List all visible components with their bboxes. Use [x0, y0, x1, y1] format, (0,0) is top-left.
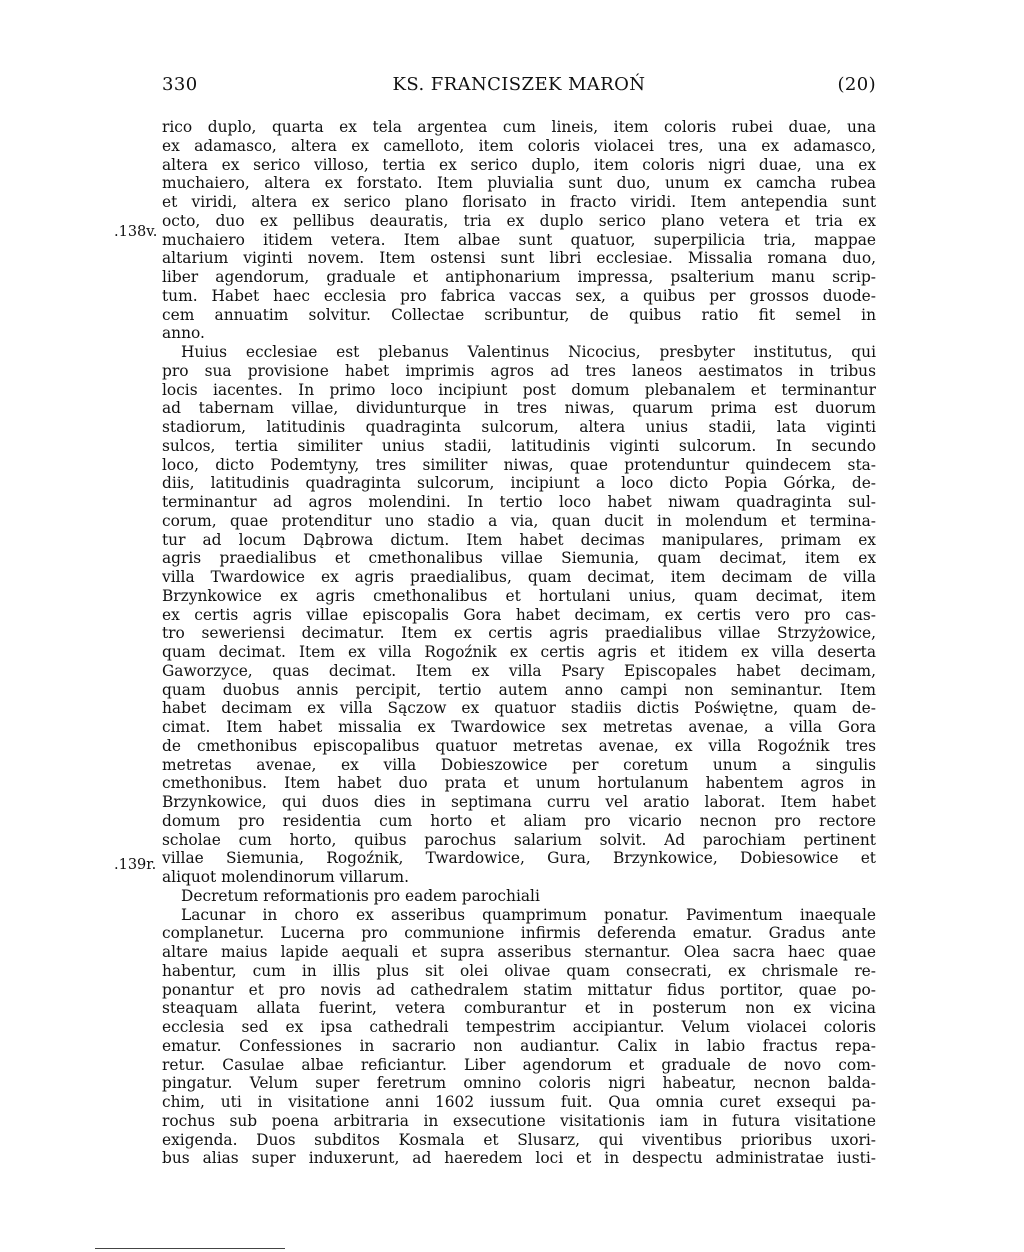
text-line: scholae cum horto, quibus parochus salarium solvit. Ad parochiam pertinent	[162, 830, 876, 849]
section-number: (20)	[837, 74, 876, 95]
text-line: octo, duo ex pellibus deauratis, tria ex duplo serico plano vetera et tria ex	[162, 211, 876, 230]
text-line: corum, quae protenditur uno stadio a via, quan ducit in molendum et termina-	[162, 511, 876, 530]
text-line: tro seweriensi decimatur. Item ex certis agris praedialibus villae Strzyżowice,	[162, 624, 876, 643]
text-line: muchaiero itidem vetera. Item albae sunt quatuor, superpilicia tria, mappae	[162, 230, 876, 249]
text-line: retur. Casulae albae reficiantur. Liber agendorum et graduale de novo com-	[162, 1055, 876, 1074]
text-line: stadiorum, latitudinis quadraginta sulcorum, altera unius stadii, lata viginti	[162, 418, 876, 436]
text-line: diis, latitudinis quadraginta sulcorum, incipiunt a loco dicto Popia Górka, de-	[162, 474, 876, 493]
running-head: KS. FRANCISZEK MAROŃ	[392, 74, 646, 95]
text-line: locis iacentes. In primo loco incipiunt post domum plebanalem et terminantur	[162, 380, 876, 399]
text-line: ex adamasco, altera ex camelloto, item coloris violacei tres, una ex adamasco,	[162, 136, 876, 155]
text-line	[162, 1168, 876, 1187]
text-line: aliquot molendinorum villarum.	[162, 868, 410, 886]
text-line: Huius ecclesiae est plebanus Valentinus Nicocius, presbyter institutus, qui	[181, 343, 876, 361]
text-line: ecclesia sed ex ipsa cathedrali tempestrim accipiantur. Velum violacei coloris	[162, 1018, 876, 1036]
text-line: ad tabernam villae, dividunturque in tres niwas, quarum prima est duorum	[162, 399, 876, 418]
text-line: loco, dicto Podemtyny, tres similiter niwas, quae protenduntur quindecem sta-	[162, 455, 876, 474]
section-heading: Decretum reformationis pro eadem parochiali	[181, 886, 540, 905]
text-line: ematur. Confessiones in sacrario non audiantur. Calix in labio fractus repa-	[162, 1036, 876, 1055]
text-line: villae Siemunia, Rogoźnik, Twardowice, Gura, Brzynkowice, Dobiesowice et	[162, 849, 876, 868]
text-line: cimat. Item habet missalia ex Twardowice sex metretas avenae, a villa Gora	[162, 718, 876, 736]
text-line: sulcos, tertia similiter unius stadii, latitudinis viginti sulcorum. In secundo	[162, 436, 876, 455]
text-line: Lacunar in choro ex asseribus quamprimum ponatur. Pavimentum inaequale	[181, 905, 876, 924]
text-line: rochus sub poena arbitraria in exsecutione visitationis iam in futura visitatione	[162, 1111, 876, 1130]
text-line: altera ex serico villoso, tertia ex serico duplo, item coloris nigri duae, una ex	[162, 155, 876, 174]
footnote-rule	[95, 1248, 285, 1249]
text-line: Brzynkowice ex agris cmethonalibus et hortulani unius, quam decimat, item	[162, 586, 876, 605]
text-line: cem annuatim solvitur. Collectae scribuntur, de quibus ratio fit semel in	[162, 305, 876, 324]
text-line: et viridi, altera ex serico plano florisato in fracto viridi. Item antependia sunt	[162, 193, 876, 211]
page-header	[162, 74, 876, 100]
text-line: de cmethonibus episcopalibus quatuor metretas avenae, ex villa Rogoźnik tres	[162, 736, 876, 755]
text-line: chim, uti in visitatione anni 1602 iussum fuit. Qua omnia curet exsequi pa-	[162, 1093, 876, 1111]
text-line: steaquam allata fuerint, vetera comburantur et in posterum non ex vicina	[162, 999, 876, 1018]
text-line: Gaworzyce, quas decimat. Item ex villa Psary Episcopales habet decimam,	[162, 661, 876, 680]
text-line: complanetur. Lucerna pro communione infirmis deferenda ematur. Gradus ante	[162, 924, 876, 943]
text-line: agris praedialibus et cmethonalibus villae Siemunia, quam decimat, item ex	[162, 549, 876, 568]
text-line: habentur, cum in illis plus sit olei olivae quam consecrati, ex chrismale re-	[162, 961, 876, 980]
text-line: bus alias super induxerunt, ad haeredem loci et in despectu administratae iusti-	[162, 1149, 876, 1168]
text-line: muchaiero, altera ex forstato. Item pluvialia sunt duo, unum ex camcha rubea	[162, 174, 876, 193]
text-line: ex certis agris villae episcopalis Gora habet decimam, ex certis vero pro cas-	[162, 605, 876, 624]
body-text	[162, 118, 876, 1187]
text-line: domum pro residentia cum horto et aliam pro vicario necnon pro rectore	[162, 811, 876, 830]
text-line: quam duobus annis percipit, tertio autem anno campi non seminantur. Item	[162, 680, 876, 699]
page-number: 330	[162, 74, 198, 95]
text-line: tum. Habet haec ecclesia pro fabrica vaccas sex, a quibus per grossos duode-	[162, 286, 876, 305]
text-line: pro sua provisione habet imprimis agros ad tres laneos aestimatos in tribus	[162, 361, 876, 380]
text-line: liber agendorum, graduale et antiphonarium impressa, psalterium manu scrip-	[162, 268, 876, 286]
text-line: metretas avenae, ex villa Dobieszowice per coretum unum a singulis	[162, 755, 876, 774]
margin-folio-note: .139r.	[114, 857, 157, 873]
text-line: habet decimam ex villa Sączow ex quatuor stadiis dictis Poświętne, quam de-	[162, 699, 876, 718]
text-line: villa Twardowice ex agris praedialibus, quam decimat, item decimam de villa	[162, 568, 876, 586]
text-line: altare maius lapide aequali et supra asseribus sternantur. Olea sacra haec quae	[162, 943, 876, 961]
text-line: rico duplo, quarta ex tela argentea cum lineis, item coloris rubei duae, una	[162, 118, 876, 136]
text-line: anno.	[162, 324, 205, 343]
text-line: exigenda. Duos subditos Kosmala et Slusarz, qui viventibus prioribus uxori-	[162, 1130, 876, 1149]
text-line: quam decimat. Item ex villa Rogoźnik ex certis agris et itidem ex villa deserta	[162, 643, 876, 661]
text-line: pingatur. Velum super feretrum omnino coloris nigri habeatur, necnon balda-	[162, 1074, 876, 1093]
text-line: ponantur et pro novis ad cathedralem statim mittatur fidus portitor, quae po-	[162, 980, 876, 999]
margin-folio-note: .138v.	[114, 224, 158, 240]
text-line: altarium viginti novem. Item ostensi sunt libri ecclesiae. Missalia romana duo,	[162, 249, 876, 268]
text-line: tur ad locum Dąbrowa dictum. Item habet decimas manipulares, primam ex	[162, 530, 876, 549]
text-line: cmethonibus. Item habet duo prata et unum hortulanum habentem agros in	[162, 774, 876, 793]
text-line: terminantur ad agros molendini. In tertio loco habet niwam quadraginta sul-	[162, 493, 876, 511]
text-line: Brzynkowice, qui duos dies in septimana curru vel aratio laborat. Item habet	[162, 793, 876, 811]
